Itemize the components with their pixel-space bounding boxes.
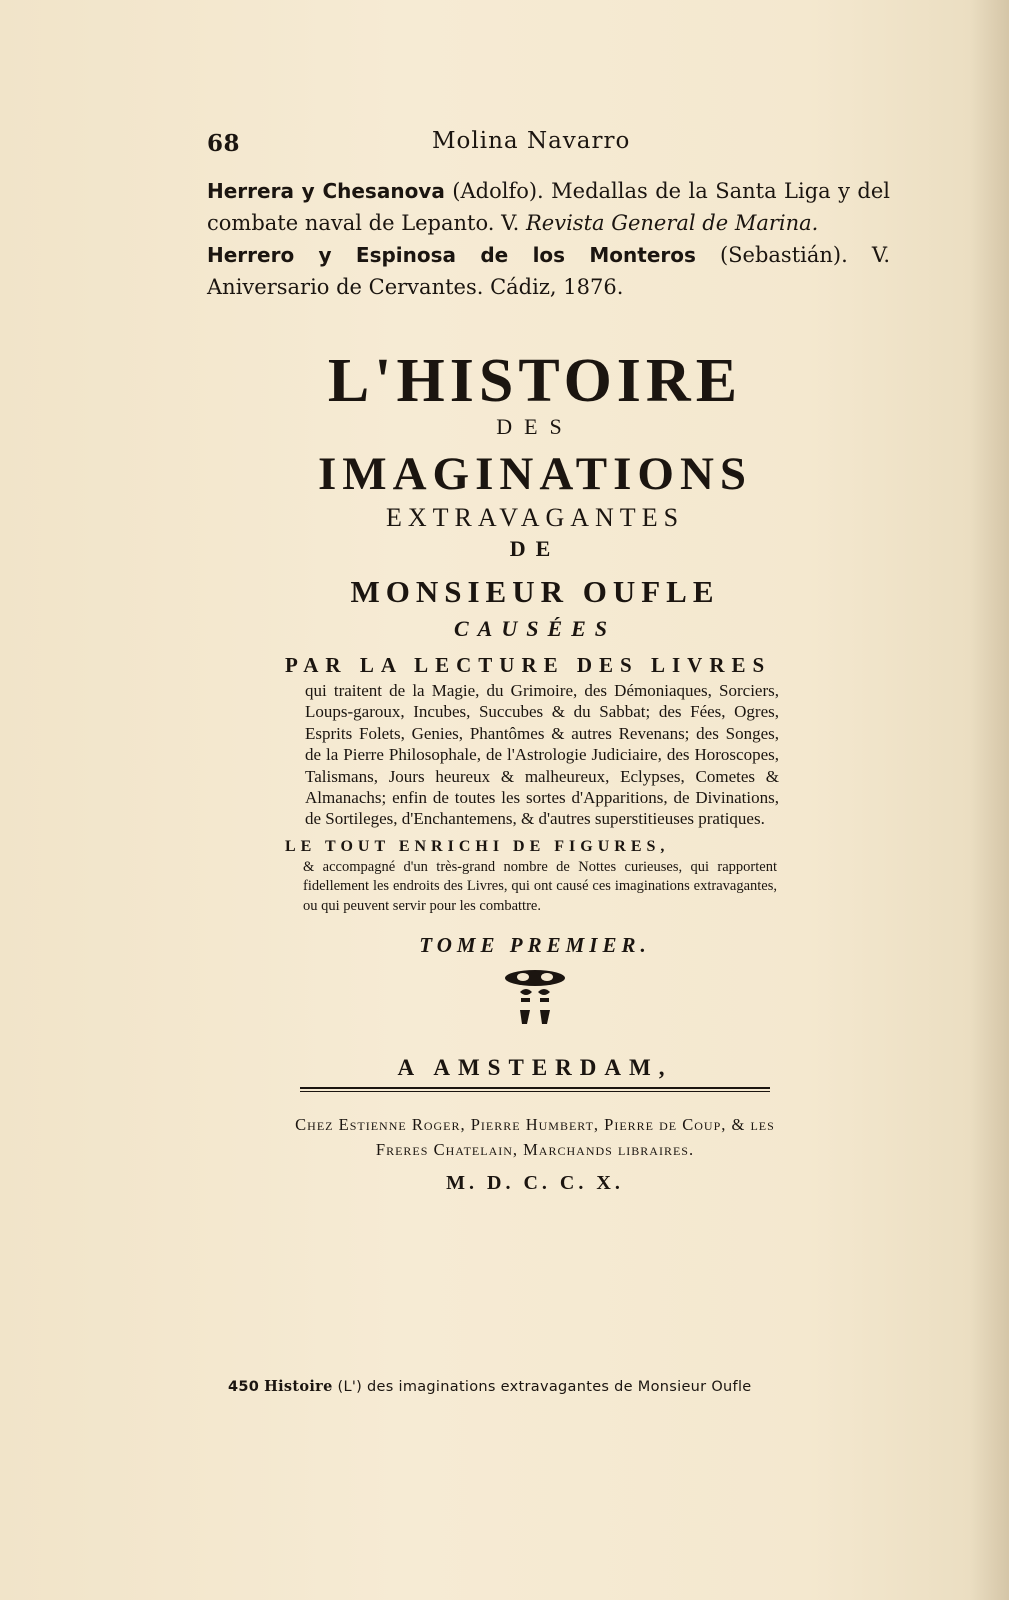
entry-herrero-espinosa bbox=[207, 239, 890, 303]
page-header bbox=[207, 126, 879, 160]
entry-name: Herrero y Espinosa de los Monteros bbox=[207, 243, 696, 267]
caption-number: 450 bbox=[228, 1379, 260, 1395]
caption-text: (L') des imaginations extravagantes de Monsieur Oufle bbox=[332, 1379, 752, 1395]
page-number: 68 bbox=[207, 130, 241, 157]
title-notes-description: & accompagné d'un très-grand nombre de Nottes curieuses, qui rapportent fidellement les endroits des Livres, qui ont causé ces imaginations extravagantes, ou qui peuvent servir pour les combattre. bbox=[303, 858, 777, 914]
title-line-amsterdam: A AMSTERDAM, bbox=[397, 1055, 673, 1081]
figure-caption bbox=[228, 1378, 868, 1395]
title-line-monsieur-oufle: MONSIEUR OUFLE bbox=[350, 574, 720, 609]
entry-text: (Adolfo). Medallas de la Santa Liga y del combate naval de Lepanto. V. bbox=[207, 179, 890, 235]
entry-herrera-chesanova bbox=[207, 175, 890, 239]
title-description: qui traitent de la Magie, du Grimoire, des Démoniaques, Sorciers, Loups-garoux, Incubes, Succubes & du Sabbat; des Fées, Ogres, Esprits Folets, Genies, Phantômes & autres Revenans; des Songes, de la Pierre Philosophale, de l'Astrologie Judiciaire, des Horoscopes, Talismans, Jours heureux & malheureux, Eclypses, Cometes & Almanachs; enfin de toutes les sortes d'Apparitions, de Divinations, de Sortileges, d'Enchantemens, & d'autres superstitieuses pratiques. bbox=[305, 681, 779, 829]
entry-text: (Sebastián). V. Aniversario de Cervantes. Cádiz, 1876. bbox=[207, 243, 890, 299]
title-imprint: Chez Estienne Roger, Pierre Humbert, Pierre de Coup, & les Freres Chatelain, Marchands libraires. bbox=[295, 1115, 775, 1160]
printer-ornament-icon bbox=[490, 968, 580, 1030]
running-title: Molina Navarro bbox=[432, 128, 631, 154]
bibliography-entries bbox=[207, 175, 890, 303]
entry-name: Herrera y Chesanova bbox=[207, 179, 445, 203]
title-double-rule bbox=[300, 1087, 770, 1092]
title-line-histoire: L'HISTOIRE bbox=[327, 347, 743, 415]
title-line-des: DES bbox=[496, 414, 574, 439]
title-line-causees: CAUSÉES bbox=[453, 616, 617, 641]
facsimile-title-page bbox=[285, 347, 785, 1200]
page-edge-shadow bbox=[969, 0, 1009, 1600]
title-line-de: DE bbox=[509, 536, 561, 561]
title-line-tome: TOME PREMIER. bbox=[419, 933, 651, 958]
title-line-le-tout: LE TOUT ENRICHI DE FIGURES, bbox=[285, 837, 670, 855]
caption-headword: Histoire bbox=[264, 1378, 333, 1395]
entry-italic: Revista General de Marina. bbox=[525, 211, 819, 235]
title-line-extravagantes: EXTRAVAGANTES bbox=[385, 503, 685, 532]
title-line-par-la-lecture: PAR LA LECTURE DES LIVRES bbox=[285, 653, 772, 677]
title-date: M. D. C. C. X. bbox=[446, 1172, 624, 1195]
title-line-imaginations: IMAGINATIONS bbox=[317, 448, 753, 500]
